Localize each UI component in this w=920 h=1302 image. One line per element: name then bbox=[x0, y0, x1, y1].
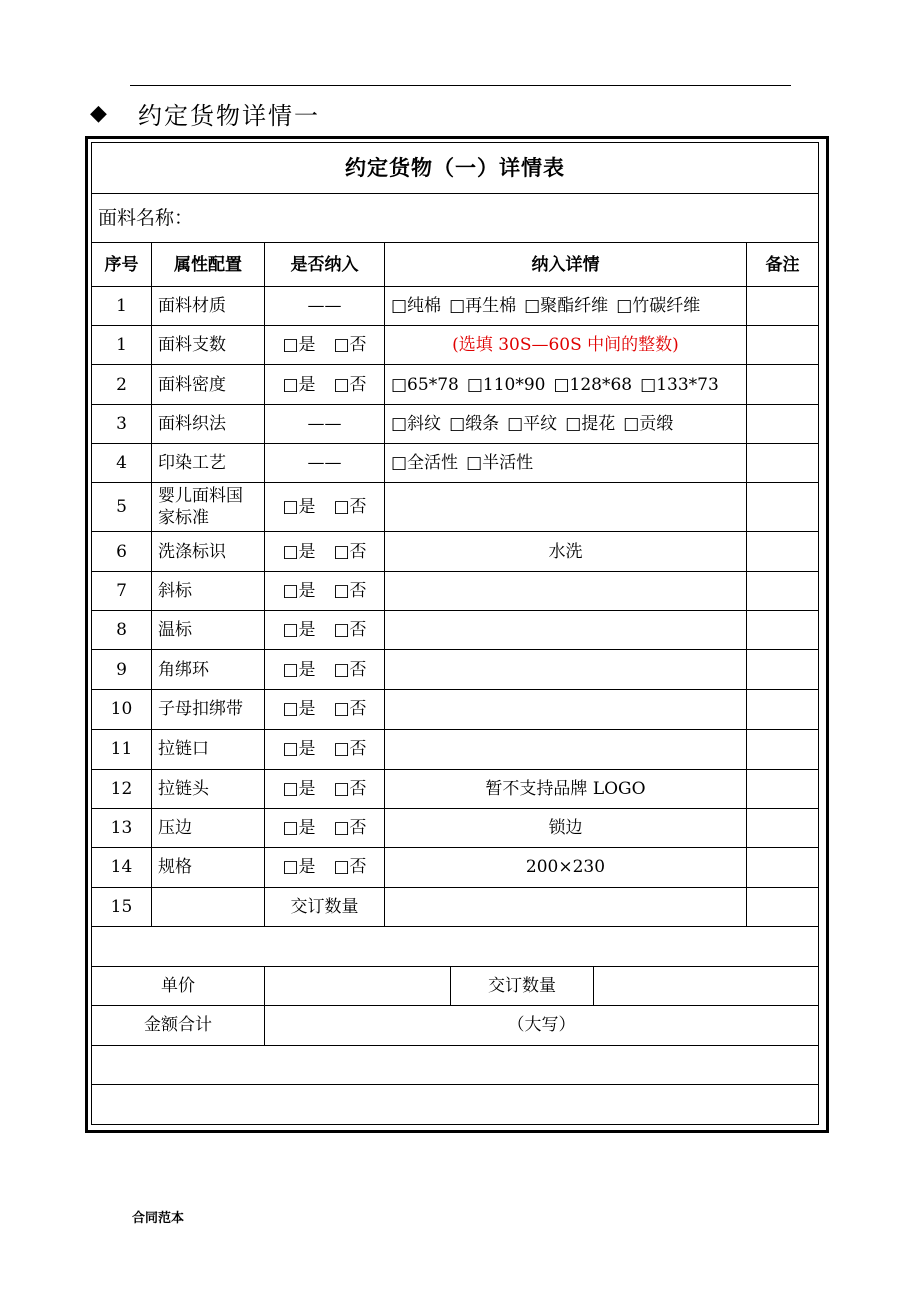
table-row bbox=[92, 887, 819, 926]
no-checkbox[interactable]: □否 bbox=[333, 739, 367, 760]
row-number: 3 bbox=[92, 405, 152, 444]
row-number: 12 bbox=[92, 769, 152, 808]
no-checkbox[interactable]: □否 bbox=[333, 699, 367, 720]
row-include-choice bbox=[265, 650, 385, 690]
detail-option-checkbox[interactable]: □半活性 bbox=[466, 453, 534, 474]
table-row bbox=[92, 444, 819, 483]
row-attribute: 婴儿面料国家标准 bbox=[152, 483, 265, 532]
row-detail: 水洗 bbox=[385, 532, 747, 572]
table-row bbox=[92, 326, 819, 365]
no-checkbox[interactable]: □否 bbox=[333, 659, 367, 680]
header-no: 序号 bbox=[92, 243, 152, 287]
detail-option-checkbox[interactable]: □斜纹 bbox=[391, 414, 442, 435]
yes-checkbox[interactable]: □是 bbox=[282, 335, 316, 356]
row-attribute: 面料织法 bbox=[152, 405, 265, 444]
row-remark[interactable] bbox=[747, 365, 819, 405]
row-attribute: 拉链头 bbox=[152, 769, 265, 808]
row-number: 4 bbox=[92, 444, 152, 483]
row-detail bbox=[385, 690, 747, 729]
row-number: 1 bbox=[92, 287, 152, 326]
row-remark[interactable] bbox=[747, 650, 819, 690]
row-attribute: 角绑环 bbox=[152, 650, 265, 690]
row-number: 8 bbox=[92, 611, 152, 650]
row-detail: (选填 30S—60S 中间的整数) bbox=[385, 326, 747, 365]
table-row bbox=[92, 572, 819, 611]
blank-row bbox=[92, 926, 819, 966]
row-attribute bbox=[152, 887, 265, 926]
row-detail bbox=[385, 650, 747, 690]
row-include-choice bbox=[265, 326, 385, 365]
order-qty-label: 交订数量 bbox=[451, 966, 594, 1005]
row-include-choice bbox=[265, 572, 385, 611]
row-include-choice bbox=[265, 483, 385, 532]
no-checkbox[interactable]: □否 bbox=[333, 857, 367, 878]
row-attribute: 拉链口 bbox=[152, 729, 265, 769]
header-detail: 纳入详情 bbox=[385, 243, 747, 287]
yes-checkbox[interactable]: □是 bbox=[282, 620, 316, 641]
row-number: 2 bbox=[92, 365, 152, 405]
footer-note: 合同范本 bbox=[132, 1211, 185, 1226]
row-remark[interactable] bbox=[747, 326, 819, 365]
top-divider bbox=[130, 85, 791, 86]
row-number: 14 bbox=[92, 847, 152, 887]
row-number: 13 bbox=[92, 808, 152, 847]
yes-checkbox[interactable]: □是 bbox=[282, 374, 316, 395]
detail-option-checkbox[interactable]: □133*73 bbox=[640, 374, 719, 395]
row-remark[interactable] bbox=[747, 690, 819, 729]
table-row bbox=[92, 729, 819, 769]
no-checkbox[interactable]: □否 bbox=[333, 374, 367, 395]
row-include-choice bbox=[265, 769, 385, 808]
yes-checkbox[interactable]: □是 bbox=[282, 581, 316, 602]
unit-price-label: 单价 bbox=[92, 966, 265, 1005]
row-include-choice bbox=[265, 729, 385, 769]
table-row bbox=[92, 287, 819, 326]
row-attribute: 斜标 bbox=[152, 572, 265, 611]
row-detail: 200×230 bbox=[385, 847, 747, 887]
yes-checkbox[interactable]: □是 bbox=[282, 817, 316, 838]
fabric-name-field[interactable]: 面料名称： bbox=[92, 194, 819, 243]
detail-option-checkbox[interactable]: □平纹 bbox=[507, 414, 558, 435]
table-row bbox=[92, 405, 819, 444]
row-detail bbox=[385, 405, 747, 444]
detail-option-checkbox[interactable]: □纯棉 bbox=[391, 296, 442, 317]
row-attribute: 面料支数 bbox=[152, 326, 265, 365]
table-row bbox=[92, 847, 819, 887]
header-row bbox=[92, 243, 819, 287]
row-number: 6 bbox=[92, 532, 152, 572]
yes-checkbox[interactable]: □是 bbox=[282, 699, 316, 720]
row-remark[interactable] bbox=[747, 887, 819, 926]
row-remark[interactable] bbox=[747, 847, 819, 887]
no-checkbox[interactable]: □否 bbox=[333, 620, 367, 641]
row-number: 11 bbox=[92, 729, 152, 769]
row-detail bbox=[385, 444, 747, 483]
header-remark: 备注 bbox=[747, 243, 819, 287]
diamond-bullet-icon: ◆ bbox=[90, 100, 109, 126]
row-detail bbox=[385, 483, 747, 532]
row-attribute: 洗涤标识 bbox=[152, 532, 265, 572]
row-detail bbox=[385, 287, 747, 326]
detail-option-checkbox[interactable]: □竹碳纤维 bbox=[616, 296, 701, 317]
row-detail bbox=[385, 572, 747, 611]
detail-option-checkbox[interactable]: □65*78 bbox=[391, 374, 459, 395]
yes-checkbox[interactable]: □是 bbox=[282, 739, 316, 760]
row-remark[interactable] bbox=[747, 532, 819, 572]
row-number: 7 bbox=[92, 572, 152, 611]
row-include-na: —— bbox=[265, 287, 385, 326]
no-checkbox[interactable]: □否 bbox=[333, 335, 367, 356]
blank-cell[interactable] bbox=[92, 926, 819, 966]
row-attribute: 面料密度 bbox=[152, 365, 265, 405]
row-attribute: 温标 bbox=[152, 611, 265, 650]
row-detail bbox=[385, 729, 747, 769]
detail-option-checkbox[interactable]: □提花 bbox=[565, 414, 616, 435]
no-checkbox[interactable]: □否 bbox=[333, 778, 367, 799]
no-checkbox[interactable]: □否 bbox=[333, 581, 367, 602]
row-attribute: 压边 bbox=[152, 808, 265, 847]
price-row bbox=[92, 966, 819, 1005]
blank-cell[interactable] bbox=[92, 1084, 819, 1124]
row-attribute: 印染工艺 bbox=[152, 444, 265, 483]
row-include-text: 交订数量 bbox=[265, 887, 385, 926]
row-include-choice bbox=[265, 532, 385, 572]
table-row bbox=[92, 611, 819, 650]
table-row bbox=[92, 650, 819, 690]
no-checkbox[interactable]: □否 bbox=[333, 817, 367, 838]
detail-option-checkbox[interactable]: □贡缎 bbox=[623, 414, 674, 435]
row-remark[interactable] bbox=[747, 611, 819, 650]
row-include-choice bbox=[265, 611, 385, 650]
blank-cell[interactable] bbox=[92, 1045, 819, 1084]
unit-price-field[interactable] bbox=[265, 966, 451, 1005]
table-row bbox=[92, 483, 819, 532]
table-title: 约定货物（一）详情表 bbox=[92, 143, 819, 194]
row-detail bbox=[385, 887, 747, 926]
row-number: 10 bbox=[92, 690, 152, 729]
order-qty-field[interactable] bbox=[594, 966, 819, 1005]
row-remark[interactable] bbox=[747, 444, 819, 483]
detail-option-checkbox[interactable]: □缎条 bbox=[449, 414, 500, 435]
row-number: 5 bbox=[92, 483, 152, 532]
no-checkbox[interactable]: □否 bbox=[333, 497, 367, 518]
blank-row bbox=[92, 1084, 819, 1124]
detail-option-checkbox[interactable]: □聚酯纤维 bbox=[524, 296, 609, 317]
row-remark[interactable] bbox=[747, 405, 819, 444]
detail-option-checkbox[interactable]: □全活性 bbox=[391, 453, 459, 474]
table-row bbox=[92, 808, 819, 847]
row-include-choice bbox=[265, 847, 385, 887]
row-include-na: —— bbox=[265, 405, 385, 444]
table-frame bbox=[85, 136, 829, 1133]
yes-checkbox[interactable]: □是 bbox=[282, 857, 316, 878]
goods-detail-table bbox=[91, 142, 819, 1125]
blank-row bbox=[92, 1045, 819, 1084]
row-attribute: 子母扣绑带 bbox=[152, 690, 265, 729]
row-detail: 锁边 bbox=[385, 808, 747, 847]
header-attr: 属性配置 bbox=[152, 243, 265, 287]
total-label: 金额合计 bbox=[92, 1005, 265, 1045]
row-detail bbox=[385, 611, 747, 650]
section-heading bbox=[90, 95, 320, 131]
yes-checkbox[interactable]: □是 bbox=[282, 778, 316, 799]
row-number: 15 bbox=[92, 887, 152, 926]
row-number: 9 bbox=[92, 650, 152, 690]
row-remark[interactable] bbox=[747, 483, 819, 532]
table-row bbox=[92, 365, 819, 405]
row-remark[interactable] bbox=[747, 808, 819, 847]
total-amount-field[interactable]: （大写） bbox=[265, 1005, 819, 1045]
row-include-choice bbox=[265, 690, 385, 729]
header-include: 是否纳入 bbox=[265, 243, 385, 287]
row-include-choice bbox=[265, 808, 385, 847]
yes-checkbox[interactable]: □是 bbox=[282, 497, 316, 518]
row-attribute: 规格 bbox=[152, 847, 265, 887]
section-heading-text: 约定货物详情一 bbox=[138, 101, 320, 130]
row-remark[interactable] bbox=[747, 769, 819, 808]
row-attribute: 面料材质 bbox=[152, 287, 265, 326]
row-include-choice bbox=[265, 365, 385, 405]
table-row bbox=[92, 769, 819, 808]
table-row bbox=[92, 690, 819, 729]
row-number: 1 bbox=[92, 326, 152, 365]
row-detail bbox=[385, 365, 747, 405]
total-row bbox=[92, 1005, 819, 1045]
yes-checkbox[interactable]: □是 bbox=[282, 541, 316, 562]
row-remark[interactable] bbox=[747, 572, 819, 611]
table-row bbox=[92, 532, 819, 572]
detail-option-checkbox[interactable]: □128*68 bbox=[553, 374, 633, 395]
row-remark[interactable] bbox=[747, 729, 819, 769]
detail-option-checkbox[interactable]: □再生棉 bbox=[449, 296, 517, 317]
yes-checkbox[interactable]: □是 bbox=[282, 659, 316, 680]
detail-option-checkbox[interactable]: □110*90 bbox=[466, 374, 546, 395]
row-detail: 暂不支持品牌 LOGO bbox=[385, 769, 747, 808]
row-include-na: —— bbox=[265, 444, 385, 483]
row-remark[interactable] bbox=[747, 287, 819, 326]
no-checkbox[interactable]: □否 bbox=[333, 541, 367, 562]
